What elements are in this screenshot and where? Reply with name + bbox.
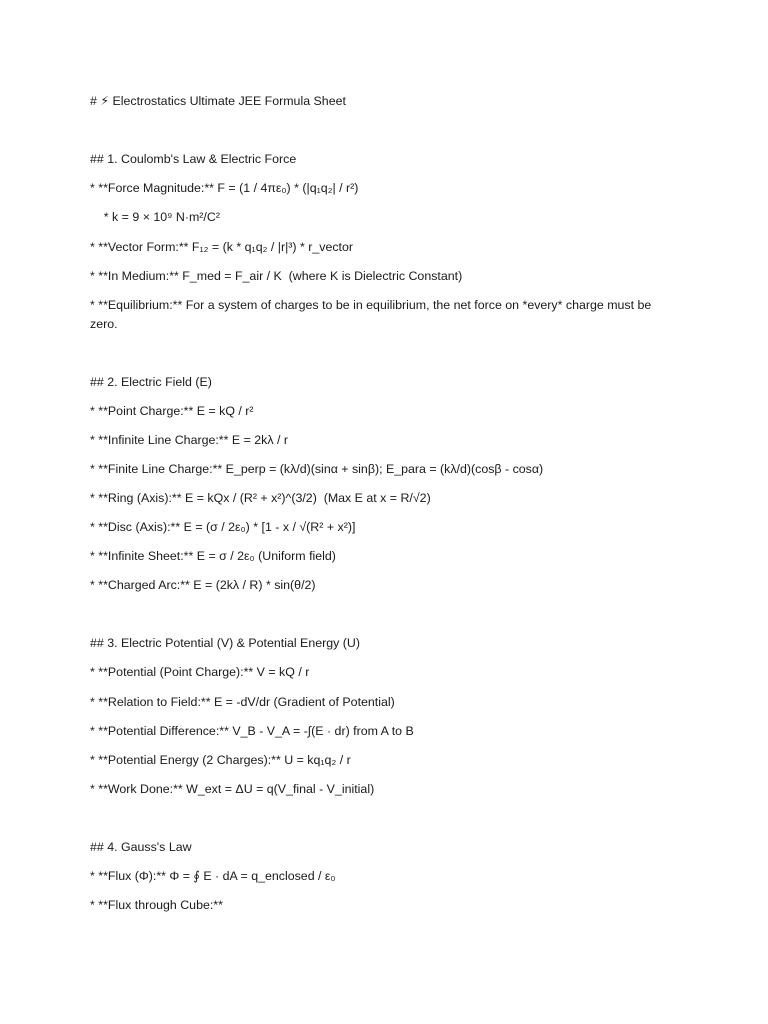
text-line: * **Work Done:** W_ext = ΔU = q(V_final - V_initial) xyxy=(90,782,375,796)
text-line: * **Disc (Axis):** E = (σ / 2ε₀) * [1 - x / √(R² + x²)] xyxy=(90,520,356,534)
text-line: * **Ring (Axis):** E = kQx / (R² + x²)^(3/2) (Max E at x = R/√2) xyxy=(90,491,431,505)
section-heading-gauss: ## 4. Gauss's Law xyxy=(90,840,192,854)
document-title: # ⚡ Electrostatics Ultimate JEE Formula Sheet xyxy=(90,94,346,108)
text-line: * **Charged Arc:** E = (2kλ / R) * sin(θ/2) xyxy=(90,578,316,592)
text-line: * **In Medium:** F_med = F_air / K (where K is Dielectric Constant) xyxy=(90,269,463,283)
text-line: * **Infinite Line Charge:** E = 2kλ / r xyxy=(90,433,289,447)
text-line: * **Potential (Point Charge):** V = kQ / r xyxy=(90,665,310,679)
text-line: * **Flux through Cube:** xyxy=(90,898,223,912)
section-heading-potential: ## 3. Electric Potential (V) & Potential Energy (U) xyxy=(90,636,360,650)
text-line: * **Potential Difference:** V_B - V_A = -∫(E · dr) from A to B xyxy=(90,724,414,738)
text-line: * **Potential Energy (2 Charges):** U = kq₁q₂ / r xyxy=(90,753,351,767)
section-heading-coulomb: ## 1. Coulomb's Law & Electric Force xyxy=(90,152,297,166)
text-line: * **Force Magnitude:** F = (1 / 4πε₀) * (|q₁q₂| / r²) xyxy=(90,181,359,195)
text-line: * **Infinite Sheet:** E = σ / 2ε₀ (Uniform field) xyxy=(90,549,336,563)
section-heading-electric-field: ## 2. Electric Field (E) xyxy=(90,375,212,389)
text-line: * **Relation to Field:** E = -dV/dr (Gradient of Potential) xyxy=(90,695,395,709)
text-line: * **Vector Form:** F₁₂ = (k * q₁q₂ / |r|³) * r_vector xyxy=(90,240,354,254)
text-line: * **Point Charge:** E = kQ / r² xyxy=(90,404,254,418)
text-line: * **Flux (Φ):** Φ = ∮ E · dA = q_enclosed / ε₀ xyxy=(90,869,336,883)
text-line: * **Finite Line Charge:** E_perp = (kλ/d)(sinα + sinβ); E_para = (kλ/d)(cosβ - cosα) xyxy=(90,462,544,476)
text-line: * k = 9 × 10⁹ N·m²/C² xyxy=(90,210,220,224)
text-line: * **Equilibrium:** For a system of charges to be in equilibrium, the net force on *every* charge must be zero. xyxy=(90,298,655,331)
